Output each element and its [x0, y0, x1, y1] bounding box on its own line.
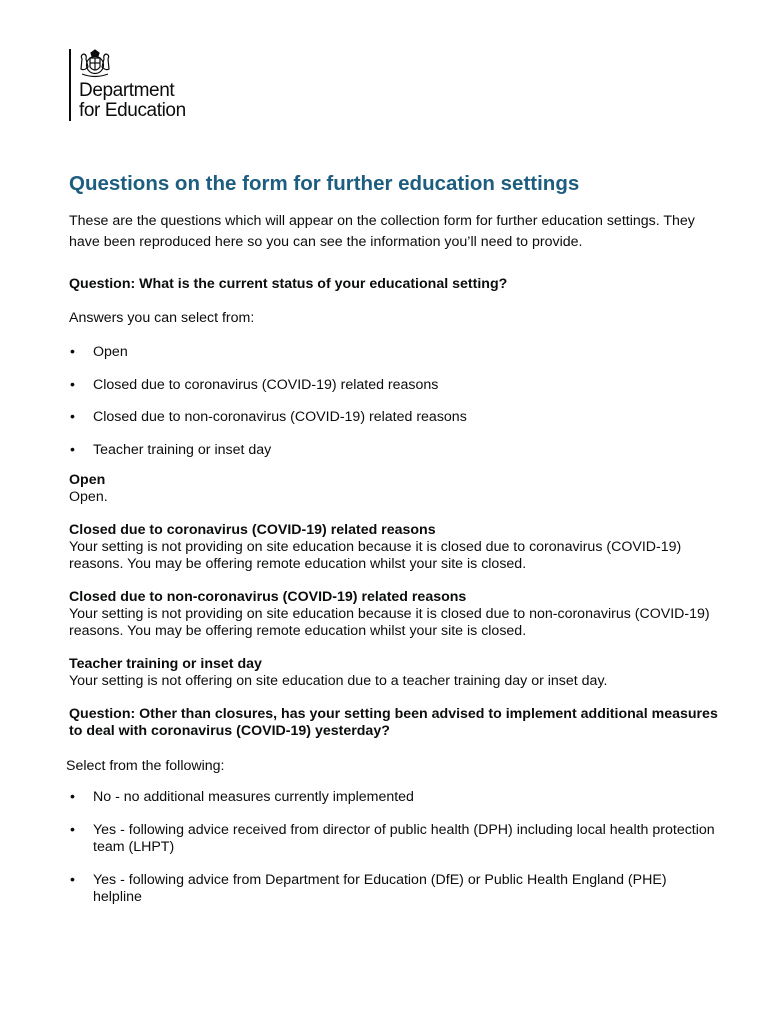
list-item: • Closed due to coronavirus (COVID-19) related reasons [69, 375, 719, 395]
intro-paragraph: These are the questions which will appear on the collection form for further education settings. They have been reproduced here so you can see the information you’ll need to provide. [69, 213, 695, 250]
definition-heading: Closed due to coronavirus (COVID-19) related reasons [69, 521, 436, 538]
definition-heading: Closed due to non-coronavirus (COVID-19) related reasons [69, 588, 467, 605]
definition-text: Open. [69, 488, 108, 505]
list-item: • Yes - following advice received from director of public health (DPH) including local health protection team (LHPT) [69, 822, 719, 856]
select-label: Select from the following: [66, 757, 225, 774]
list-item: • No - no additional measures currently implemented [69, 789, 719, 806]
question-1: Question: What is the current status of your educational setting? [69, 276, 508, 292]
definition-text: Your setting is not providing on site education because it is closed due to coronavirus (COVID-19) reasons. You may be offering remote education whilst your site is closed. [69, 538, 682, 572]
org-line-1: Department [79, 80, 175, 101]
definition-text: Your setting is not providing on site education because it is closed due to non-coronavirus (COVID-19) reasons. You may be offering remote education whilst your site is closed. [69, 605, 710, 639]
organisation-name [79, 81, 186, 121]
question-2-options [69, 789, 719, 906]
question-1-options [69, 342, 719, 460]
list-item: • Open [69, 342, 719, 362]
definition-text: Your setting is not offering on site education due to a teacher training day or inset day. [69, 672, 608, 689]
page-title: Questions on the form for further education settings [69, 172, 580, 195]
logo-bar [69, 49, 71, 121]
list-item: • Yes - following advice from Department for Education (DfE) or Public Health England (PHE) helpline [69, 872, 719, 906]
question-2: Question: Other than closures, has your setting been advised to implement additional measures to deal with coronavirus (COVID-19) yesterday? [69, 705, 718, 739]
list-item: • Closed due to non-coronavirus (COVID-19) related reasons [69, 407, 719, 427]
definition [69, 656, 719, 690]
definition [69, 472, 719, 506]
definition [69, 589, 719, 640]
definition-heading: Teacher training or inset day [69, 655, 262, 672]
definition-heading: Open [69, 471, 106, 488]
document-body [66, 211, 719, 906]
list-item: • Teacher training or inset day [69, 440, 719, 460]
answers-label: Answers you can select from: [69, 310, 255, 326]
org-line-2: for Education [79, 100, 186, 121]
definition [69, 522, 719, 573]
royal-coat-of-arms-icon [78, 49, 112, 79]
